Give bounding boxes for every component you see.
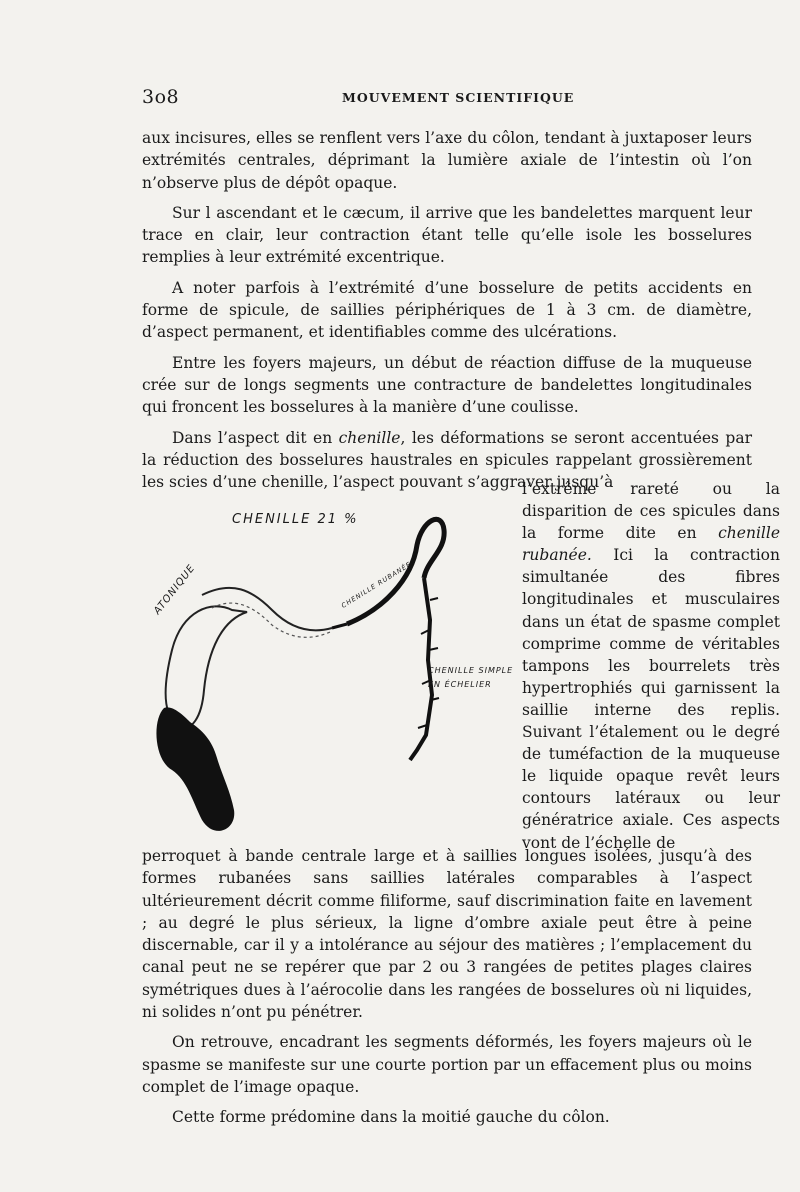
running-title: MOUVEMENT SCIENTIFIQUE (342, 90, 575, 105)
p5-text-a: Dans l’aspect dit en (172, 428, 339, 447)
page-number: 3o8 (142, 86, 180, 108)
paragraph-3: A noter parfois à l’extrémité d’une bosselure de petits accidents en forme de spicule, de saillies périphériques de 1 à 3 cm. de diamètre, d’aspect permanent, et identifiables comme des ulcérations. (142, 278, 752, 342)
paragraph-6: On retrouve, encadrant les segments déformés, les foyers majeurs où le spasme se manifeste sur une courte portion par un effacement plus ou moins complet de l’image opaque. (142, 1033, 752, 1096)
transverse-colon (332, 624, 347, 628)
p5-side-text-b: Ici la contraction simultanée des fibres longitudinales et musculaires dans un état de spasme complet comprime comme de véritables tampons les bourrelets très hypertrophiés qui garnissent la saillie interne des replis. Suivant l’étalement ou le degré de tuméfaction de la muqueuse le liquide opaque revêt leurs contours latéraux ou leur génératrice axiale. Ces aspects vont de l’échelle de (522, 546, 780, 852)
colon-xray-figure (142, 500, 522, 850)
label-simple-line-1: CHENILLE SIMPLE (428, 666, 514, 675)
atonic-colon-folds (202, 588, 332, 631)
paragraph-5-side (522, 478, 780, 854)
p5-emphasis: chenille (338, 428, 401, 447)
p5-text-b: , les déformations se seront accentuées par la réduction des bosselures haustrales en spicules rappelant grossièrement les scies d’une chenille, l’aspect pouvant s’aggraver jusqu’à (142, 428, 752, 492)
opaque-segment (156, 707, 234, 830)
paragraph-2: Sur l ascendant et le cæcum, il arrive que les bandelettes marquent leur trace en clair, leur contraction étant telle qu’elle isole les bosselures remplies à leur extrémité excentrique. (142, 203, 752, 267)
paragraph-1: aux incisures, elles se renflent vers l’axe du côlon, tendant à juxtaposer leurs extrémités centrales, déprimant la lumière axiale de l’intestin où l’on n’observe plus de dépôt opaque. (142, 129, 752, 192)
label-chenille-simple (428, 664, 513, 692)
label-simple-line-2: EN ÉCHELIER (428, 680, 492, 689)
page-header (142, 86, 752, 112)
label-atonique: ATONIQUE (152, 562, 198, 617)
p5-side-text-a: l’extrême rareté ou la disparition de ces spicules dans la forme dite en (522, 480, 780, 543)
text-block-bottom (142, 845, 752, 1129)
p5-side-emphasis: chenille rubanée. (522, 524, 780, 565)
label-chenille-rubanee: CHENILLE RUBANÉE (340, 560, 413, 610)
paragraph-5-end: perroquet à bande centrale large et à saillies longues isolées, jusqu’à des formes rubanées sans saillies latérales comparables à l’aspect ultérieurement décrit comme filiforme, sauf discrimination faite en lavement ; au degré le plus sérieux, la ligne d’ombre axiale peut être à peine discernable, car il y a intolérance au séjour des matières ; l’emplacement du canal peut ne se repérer que par 2 ou 3 rangées de petites plages claires symétriques dues à l’aérocolie dans les rangées de bosselures où ni liquides, ni solides n’ont pu pénétrer. (142, 847, 752, 1022)
text-block-side (522, 478, 780, 854)
paragraph-7: Cette forme prédomine dans la moitié gauche du côlon. (172, 1108, 610, 1127)
paragraph-4: Entre les foyers majeurs, un début de réaction diffuse de la muqueuse crée sur de longs segments une contracture de bandelettes longitudinales qui froncent les bosselures à la manière d’une coulisse. (142, 353, 752, 417)
figure-title: CHENILLE 21 % (232, 512, 359, 527)
text-block-top (142, 127, 752, 493)
atonic-colon-outline (166, 606, 247, 727)
